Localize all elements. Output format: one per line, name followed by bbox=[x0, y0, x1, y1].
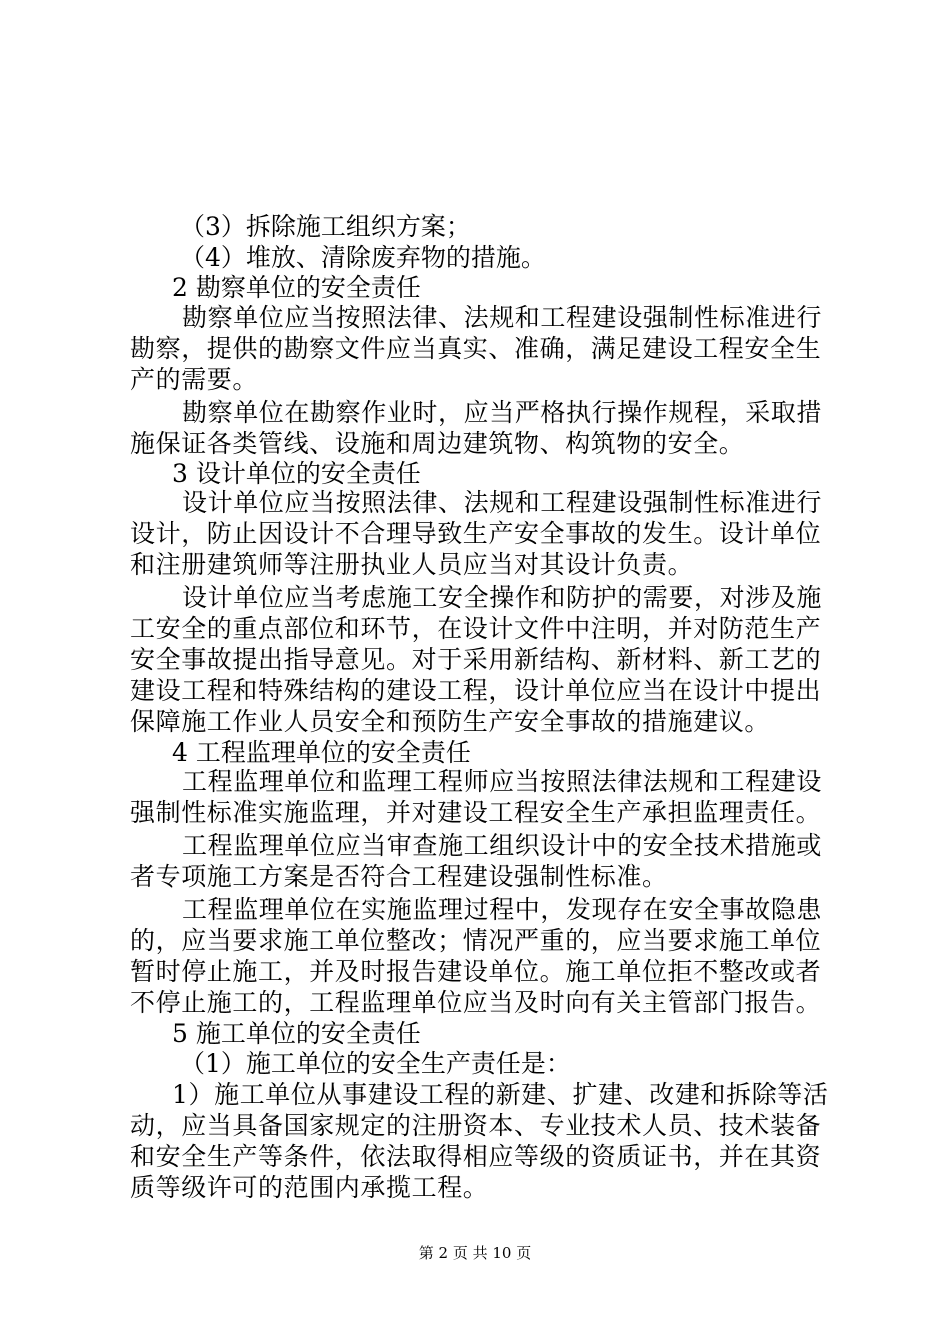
paragraph-line: 暂时停止施工，并及时报告建设单位。施工单位拒不整改或者 bbox=[130, 957, 822, 986]
paragraph-line: 设计单位应当按照法律、法规和工程建设强制性标准进行 bbox=[182, 488, 823, 517]
paragraph-line: 1）施工单位从事建设工程的新建、扩建、改建和拆除等活 bbox=[172, 1080, 829, 1109]
paragraph-line: 者专项施工方案是否符合工程建设强制性标准。 bbox=[130, 862, 668, 891]
section-heading: 4 工程监理单位的安全责任 bbox=[172, 738, 471, 767]
list-item: （3）拆除施工组织方案； bbox=[180, 212, 471, 241]
paragraph-line: 施保证各类管线、设施和周边建筑物、构筑物的安全。 bbox=[130, 429, 745, 458]
paragraph-line: 勘察单位在勘察作业时，应当严格执行操作规程，采取措 bbox=[182, 398, 823, 427]
paragraph-line: 不停止施工的，工程监理单位应当及时向有关主管部门报告。 bbox=[130, 988, 822, 1017]
paragraph-line: 和注册建筑师等注册执业人员应当对其设计负责。 bbox=[130, 550, 694, 579]
paragraph-line: 质等级许可的范围内承揽工程。 bbox=[130, 1173, 489, 1202]
paragraph-line: 勘察单位应当按照法律、法规和工程建设强制性标准进行 bbox=[182, 303, 823, 332]
paragraph-line: 建设工程和特殊结构的建设工程，设计单位应当在设计中提出 bbox=[130, 676, 822, 705]
paragraph-line: 动，应当具备国家规定的注册资本、专业技术人员、技术装备 bbox=[130, 1111, 822, 1140]
paragraph-line: 强制性标准实施监理，并对建设工程安全生产承担监理责任。 bbox=[130, 798, 822, 827]
section-heading: 3 设计单位的安全责任 bbox=[172, 459, 421, 488]
paragraph-line: 设计单位应当考虑施工安全操作和防护的需要，对涉及施 bbox=[182, 583, 823, 612]
section-heading: 5 施工单位的安全责任 bbox=[172, 1019, 421, 1048]
paragraph-line: 设计，防止因设计不合理导致生产安全事故的发生。设计单位 bbox=[130, 519, 822, 548]
paragraph-line: 和安全生产等条件，依法取得相应等级的资质证书，并在其资 bbox=[130, 1142, 822, 1171]
paragraph-line: 产的需要。 bbox=[130, 365, 259, 394]
page-footer: 第 2 页 共 10 页 bbox=[418, 1244, 532, 1262]
paragraph-line: 勘察，提供的勘察文件应当真实、准确，满足建设工程安全生 bbox=[130, 334, 822, 363]
paragraph-line: 保障施工作业人员安全和预防生产安全事故的措施建议。 bbox=[130, 707, 771, 736]
section-heading: 2 勘察单位的安全责任 bbox=[172, 273, 421, 302]
list-item: （1）施工单位的安全生产责任是： bbox=[180, 1049, 571, 1078]
paragraph-line: 工程监理单位和监理工程师应当按照法律法规和工程建设 bbox=[182, 767, 823, 796]
paragraph-line: 工程监理单位应当审查施工组织设计中的安全技术措施或 bbox=[182, 831, 823, 860]
list-item: （4）堆放、清除废弃物的措施。 bbox=[180, 243, 546, 272]
paragraph-line: 的，应当要求施工单位整改；情况严重的，应当要求施工单位 bbox=[130, 926, 822, 955]
paragraph-line: 安全事故提出指导意见。对于采用新结构、新材料、新工艺的 bbox=[130, 645, 822, 674]
paragraph-line: 工程监理单位在实施监理过程中，发现存在安全事故隐患 bbox=[182, 895, 823, 924]
paragraph-line: 工安全的重点部位和环节，在设计文件中注明，并对防范生产 bbox=[130, 614, 822, 643]
